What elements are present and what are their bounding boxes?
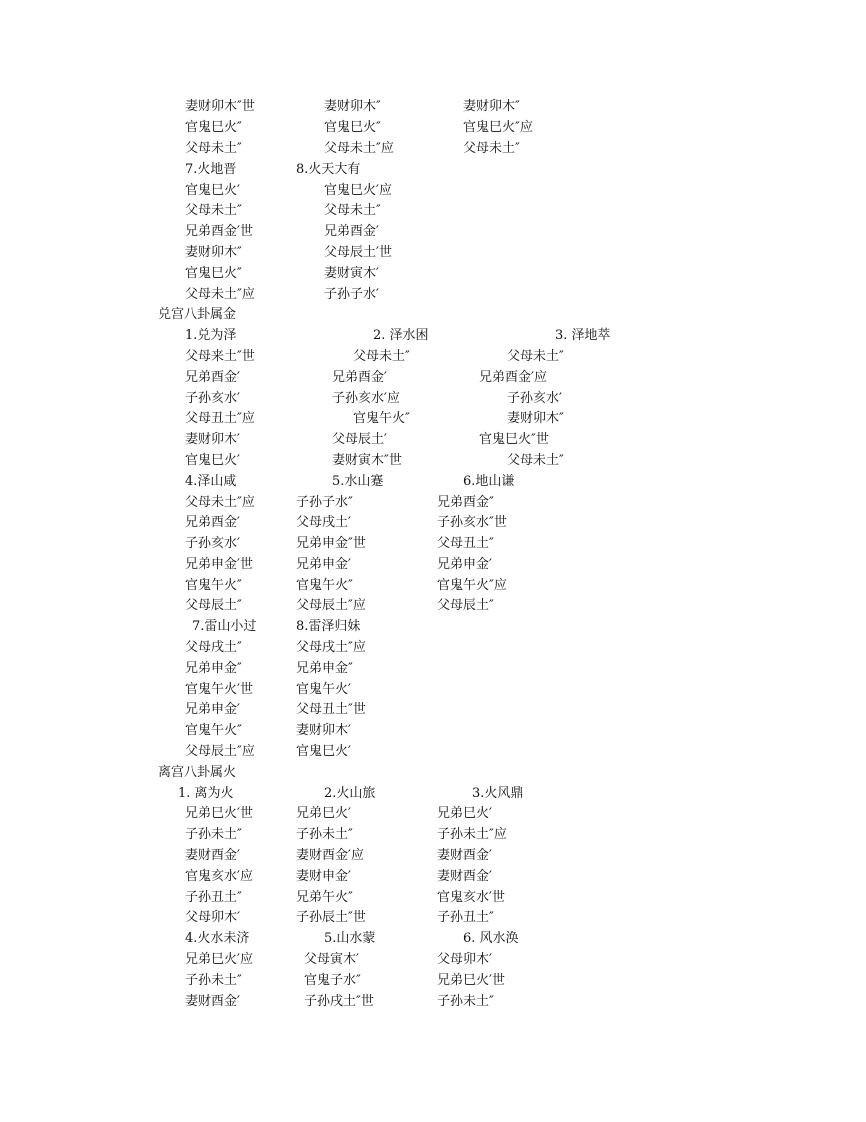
text-line: 官鬼午火′: [296, 682, 351, 697]
hexagram-title: 5.水山蹇: [332, 474, 384, 489]
hexagram-title: 3. 泽地萃: [555, 328, 611, 343]
text-line: 父母未土″: [185, 141, 242, 156]
text-line: 妻财申金′: [296, 869, 351, 884]
text-line: 官鬼亥水′世: [437, 890, 505, 905]
text-line: 妻财酉金′: [185, 848, 240, 863]
text-line: 子孙亥水′: [185, 536, 240, 551]
text-line: 官鬼亥水′应: [185, 869, 253, 884]
text-line: 妻财寅木′: [324, 266, 379, 281]
text-line: 官鬼午火′世: [185, 682, 253, 697]
text-line: 官鬼巳火″应: [463, 120, 533, 135]
text-line: 父母戌土″: [185, 640, 242, 655]
text-line: 父母未土″: [507, 349, 564, 364]
hexagram-title: 4.泽山咸: [185, 474, 237, 489]
text-line: 兄弟午火″: [296, 890, 353, 905]
text-line: 父母辰土″应: [296, 598, 366, 613]
text-line: 兄弟申金′: [185, 702, 240, 717]
text-line: 妻财卯木″世: [185, 99, 255, 114]
text-line: 妻财卯木″: [507, 411, 564, 426]
section-heading: 兑宫八卦属金: [158, 307, 237, 322]
text-line: 父母卯木′: [185, 910, 240, 925]
text-line: 子孙亥水″世: [437, 515, 507, 530]
section-heading: 离宫八卦属火: [158, 765, 237, 780]
text-line: 子孙未土″: [185, 973, 242, 988]
text-line: 官鬼巳火″: [185, 120, 242, 135]
text-line: 兄弟申金″: [185, 661, 242, 676]
text-line: 兄弟申金′世: [185, 557, 253, 572]
text-line: 兄弟申金″世: [296, 536, 366, 551]
text-line: 官鬼巳火′: [296, 744, 351, 759]
text-line: 官鬼巳火″: [324, 120, 381, 135]
text-line: 兄弟酉金′: [324, 224, 379, 239]
text-line: 子孙未土″: [296, 827, 353, 842]
text-line: 妻财酉金′: [185, 994, 240, 1009]
hexagram-title: 2. 泽水困: [373, 328, 429, 343]
text-line: 父母辰土″: [437, 598, 494, 613]
text-line: 父母未土″: [463, 141, 520, 156]
text-line: 兄弟申金″: [296, 661, 353, 676]
text-line: 父母寅木′: [304, 952, 359, 967]
text-line: 妻财卯木′: [185, 432, 240, 447]
hexagram-title: 8.雷泽归妹: [296, 619, 361, 634]
hexagram-title: 1. 离为火: [178, 786, 234, 801]
hexagram-title: 7.雷山小过: [192, 619, 257, 634]
text-line: 父母戌土′: [296, 515, 351, 530]
text-line: 官鬼巳火″世: [479, 432, 549, 447]
text-line: 兄弟酉金″: [437, 495, 494, 510]
text-line: 子孙子水′: [324, 287, 379, 302]
text-line: 妻财酉金′: [437, 869, 492, 884]
text-line: 官鬼午火″: [353, 411, 410, 426]
text-line: 父母来土″世: [185, 349, 255, 364]
text-line: 妻财酉金′应: [296, 848, 364, 863]
text-line: 子孙丑土″: [185, 890, 242, 905]
text-line: 子孙未土″应: [437, 827, 507, 842]
text-line: 父母丑土″应: [185, 411, 255, 426]
hexagram-title: 6.地山谦: [463, 474, 515, 489]
text-line: 兄弟酉金′世: [185, 224, 253, 239]
text-line: 子孙子水″: [296, 495, 353, 510]
text-line: 兄弟巳火′: [437, 806, 492, 821]
hexagram-title: 5.山水蒙: [324, 931, 376, 946]
text-line: 妻财卯木′: [296, 723, 351, 738]
text-line: 父母辰土″: [185, 598, 242, 613]
text-line: 子孙丑土″: [437, 910, 494, 925]
text-line: 官鬼午火″应: [437, 578, 507, 593]
text-line: 父母未土″应: [185, 495, 255, 510]
text-line: 官鬼午火″: [296, 578, 353, 593]
text-line: 官鬼巳火′: [185, 183, 240, 198]
hexagram-title: 1.兑为泽: [185, 328, 237, 343]
text-line: 子孙未土″: [185, 827, 242, 842]
text-line: 兄弟酉金′应: [479, 370, 547, 385]
text-line: 父母辰土′: [332, 432, 387, 447]
hexagram-title: 7.火地晋: [185, 162, 237, 177]
text-line: 兄弟申金′: [296, 557, 351, 572]
hexagram-title: 4.火水未济: [185, 931, 250, 946]
text-line: 兄弟酉金′: [185, 515, 240, 530]
text-line: 官鬼巳火″: [185, 266, 242, 281]
text-line: 子孙未土″: [437, 994, 494, 1009]
text-line: 官鬼午火″: [185, 578, 242, 593]
text-line: 妻财卯木″: [463, 99, 520, 114]
hexagram-title: 8.火天大有: [296, 162, 361, 177]
text-line: 父母卯木′: [437, 952, 492, 967]
text-line: 兄弟巳火′: [296, 806, 351, 821]
hexagram-title: 6. 风水涣: [463, 931, 519, 946]
text-line: 官鬼巳火′: [185, 453, 240, 468]
text-line: 兄弟申金′: [437, 557, 492, 572]
text-line: 父母辰土″应: [185, 744, 255, 759]
text-line: 子孙戌土″世: [304, 994, 374, 1009]
text-line: 兄弟酉金′: [185, 370, 240, 385]
text-line: 兄弟巳火′应: [185, 952, 253, 967]
hexagram-title: 3.火风鼎: [472, 786, 524, 801]
text-line: 妻财酉金′: [437, 848, 492, 863]
text-line: 父母未土″应: [185, 287, 255, 302]
text-line: 父母丑土″世: [296, 702, 366, 717]
text-line: 官鬼巳火′应: [324, 183, 392, 198]
text-line: 子孙亥水′: [185, 391, 240, 406]
text-line: 父母辰土′世: [324, 245, 392, 260]
hexagram-title: 2.火山旅: [324, 786, 376, 801]
text-line: 兄弟巳火′世: [437, 973, 505, 988]
text-line: 妻财寅木″世: [332, 453, 402, 468]
text-line: 父母未土″: [324, 203, 381, 218]
text-line: 子孙辰土″世: [296, 910, 366, 925]
text-line: 父母未土″: [185, 203, 242, 218]
text-line: 兄弟酉金′: [332, 370, 387, 385]
text-line: 妻财卯木″: [324, 99, 381, 114]
text-line: 兄弟巳火′世: [185, 806, 253, 821]
text-line: 妻财卯木″: [185, 245, 242, 260]
text-line: 父母丑土″: [437, 536, 494, 551]
text-line: 官鬼午火″: [185, 723, 242, 738]
text-line: 子孙亥水′: [507, 391, 562, 406]
text-line: 子孙亥水′应: [332, 391, 400, 406]
text-line: 父母未土″应: [324, 141, 394, 156]
text-line: 官鬼子水″: [304, 973, 361, 988]
text-line: 父母戌土″应: [296, 640, 366, 655]
text-line: 父母未土″: [507, 453, 564, 468]
text-line: 父母未土″: [353, 349, 410, 364]
